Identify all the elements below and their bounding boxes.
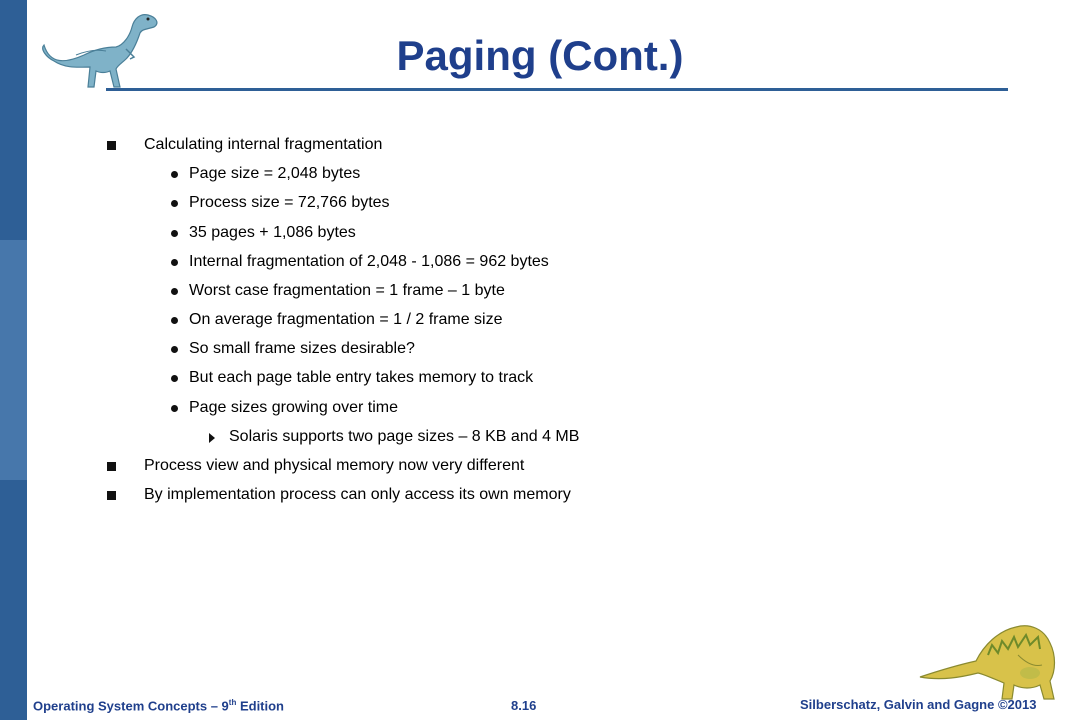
dot-bullet-icon xyxy=(171,288,178,295)
bullet-text: Process view and physical memory now very different xyxy=(144,457,525,474)
bullet-text: But each page table entry takes memory to track xyxy=(189,369,534,386)
dot-bullet-icon xyxy=(171,171,178,178)
bullet-text: Page size = 2,048 bytes xyxy=(189,165,361,182)
footer-book-title: Operating System Concepts – 9th Edition xyxy=(33,698,285,714)
dot-bullet-icon xyxy=(171,346,178,353)
sidebar-band xyxy=(0,0,27,720)
bullet-text: Process size = 72,766 bytes xyxy=(189,194,390,211)
bullet-text: So small frame sizes desirable? xyxy=(189,340,415,357)
footer-page-number: 8.16 xyxy=(511,698,537,713)
square-bullet-icon xyxy=(107,491,116,500)
arrow-bullet-icon xyxy=(209,433,215,443)
bullet-text: Solaris supports two page sizes – 8 KB and 4 MB xyxy=(229,428,580,445)
bullet-text: By implementation process can only access its own memory xyxy=(144,486,571,503)
dot-bullet-icon xyxy=(171,405,178,412)
dot-bullet-icon xyxy=(171,230,178,237)
title-rule xyxy=(106,88,1008,91)
dinosaur-logo-bottom xyxy=(918,615,1066,705)
slide-title: Paging (Cont.) xyxy=(396,32,684,79)
footer-copyright: Silberschatz, Galvin and Gagne ©2013 xyxy=(800,697,1037,712)
square-bullet-icon xyxy=(107,141,116,150)
bullet-text: On average fragmentation = 1 / 2 frame size xyxy=(189,311,503,328)
dot-bullet-icon xyxy=(171,259,178,266)
sidebar-segment xyxy=(0,240,27,480)
bullet-text: Internal fragmentation of 2,048 - 1,086 = 962 bytes xyxy=(189,253,549,270)
bullet-text: Page sizes growing over time xyxy=(189,399,398,416)
dot-bullet-icon xyxy=(171,200,178,207)
bullet-text: Calculating internal fragmentation xyxy=(144,136,383,153)
bullet-text: 35 pages + 1,086 bytes xyxy=(189,224,356,241)
square-bullet-icon xyxy=(107,462,116,471)
dot-bullet-icon xyxy=(171,375,178,382)
dot-bullet-icon xyxy=(171,317,178,324)
sidebar-segment xyxy=(0,480,27,720)
bullet-text: Worst case fragmentation = 1 frame – 1 byte xyxy=(189,282,505,299)
